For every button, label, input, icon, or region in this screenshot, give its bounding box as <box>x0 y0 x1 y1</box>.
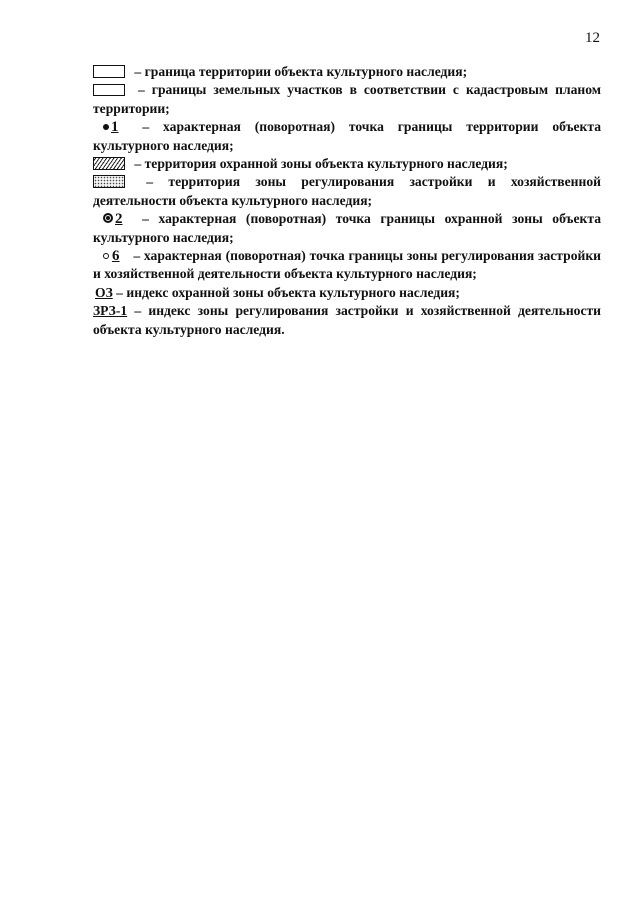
legend-item-text: границы земельных участков в соответствии с кадастровым планом территории; <box>93 82 602 116</box>
point-marker <box>103 210 123 228</box>
legend-item-text: характерная (поворотная) точка границы зоны регулирования застройки и хозяйственной деятельности объекта культурного наследия; <box>93 248 601 282</box>
legend-item-text: индекс охранной зоны объекта культурного наследия; <box>126 284 460 300</box>
legend-item-protection-point <box>93 210 601 247</box>
point-marker <box>103 118 119 136</box>
index-label: ОЗ <box>95 284 113 300</box>
legend-item-text: индекс зоны регулирования застройки и хозяйственной деятельности объекта культурного наследия. <box>93 303 601 337</box>
legend-dash: – <box>142 119 150 135</box>
legend-item-object-boundary <box>93 63 601 81</box>
legend-dash: – <box>116 284 123 300</box>
ringed-point-icon <box>103 213 113 223</box>
black-point-icon <box>103 124 109 130</box>
thin-rectangle-icon <box>93 84 125 96</box>
legend-item-regulation-point <box>93 247 601 284</box>
legend-dash: – <box>133 248 141 264</box>
hatched-rectangle-icon <box>93 157 125 170</box>
solid-rectangle-icon <box>93 65 125 78</box>
map-legend <box>93 63 601 339</box>
dotted-rectangle-icon <box>93 175 125 188</box>
legend-item-text: граница территории объекта культурного наследия; <box>144 64 468 79</box>
point-marker <box>103 247 120 265</box>
legend-item-land-plots <box>93 81 601 118</box>
legend-dash: – <box>134 303 142 319</box>
legend-dash: – <box>134 64 142 79</box>
legend-item-text: территория зоны регулирования застройки и хозяйственной деятельности объекта культурного наследия; <box>93 174 601 208</box>
legend-dash: – <box>142 211 149 227</box>
legend-item-index-oz <box>93 284 601 302</box>
legend-item-text: территория охранной зоны объекта культурного наследия; <box>144 156 508 172</box>
legend-item-index-zrz <box>93 302 601 339</box>
legend-item-object-point <box>93 118 601 155</box>
point-label: 1 <box>111 119 119 136</box>
legend-item-protection-zone <box>93 155 601 173</box>
legend-item-regulation-zone <box>93 173 601 210</box>
legend-item-text: характерная (поворотная) точка границы территории объекта культурного наследия; <box>93 119 602 153</box>
legend-dash: – <box>134 156 142 172</box>
legend-dash: – <box>146 174 154 190</box>
page-number: 12 <box>585 30 600 46</box>
legend-item-text: характерная (поворотная) точка границы охранной зоны объекта культурного наследия; <box>93 211 601 245</box>
hollow-point-icon <box>103 253 109 259</box>
index-label: ЗРЗ-1 <box>93 303 128 319</box>
legend-dash: – <box>137 82 145 98</box>
point-label: 6 <box>112 248 120 265</box>
point-label: 2 <box>115 211 123 228</box>
